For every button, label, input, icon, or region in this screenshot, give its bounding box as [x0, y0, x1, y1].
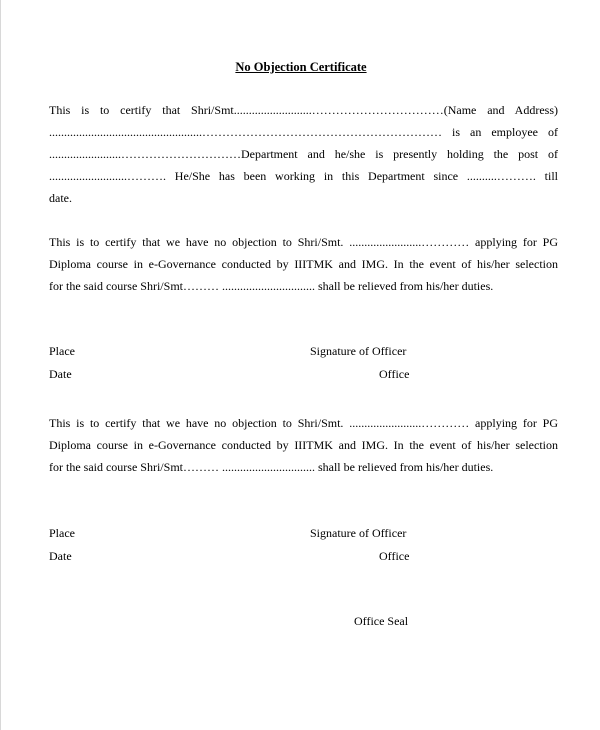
certificate-title: No Objection Certificate [235, 60, 367, 74]
place-label: Place [49, 344, 75, 358]
office-label: Office [379, 549, 410, 563]
certificate-paragraph-employment [49, 99, 558, 209]
paragraph-line: for the said course Shri/Smt……… ............................... shall be relieved from his/her duties. [49, 460, 494, 474]
paragraph-line: This is to certify that we have no objection to Shri/Smt. ........................………… applying for PG [49, 416, 558, 430]
signature-of-officer-label: Signature of Officer [310, 344, 407, 358]
paragraph-line: ..........................………. He/She has been working in this Department since ..........………. till [49, 169, 558, 183]
date-label: Date [49, 367, 72, 381]
paragraph-line: for the said course Shri/Smt……… ............................... shall be relieved from his/her duties. [49, 279, 494, 293]
office-label: Office [379, 367, 410, 381]
paragraph-line: Diploma course in e-Governance conducted by IIITMK and IMG. In the event of his/her selection [49, 438, 558, 452]
paragraph-line: This is to certify that Shri/Smt..........................……………………………(Name and Address) [49, 103, 558, 117]
paragraph-line: This is to certify that we have no objection to Shri/Smt. ........................………… applying for PG [49, 235, 558, 249]
office-seal-label: Office Seal [354, 614, 409, 628]
paragraph-line: date. [49, 191, 72, 205]
certificate-paragraph-no-objection [49, 231, 558, 297]
date-label: Date [49, 549, 72, 563]
place-label: Place [49, 526, 75, 540]
paragraph-line: Diploma course in e-Governance conducted by IIITMK and IMG. In the event of his/her selection [49, 257, 558, 271]
paragraph-line: ........................…………………………Department and he/she is presently holding the post of [49, 147, 558, 161]
paragraph-line: ...................................................…………………………………………………… is an employee of [49, 125, 558, 139]
signature-of-officer-label: Signature of Officer [310, 526, 407, 540]
certificate-paragraph-no-objection-repeat [49, 412, 558, 478]
